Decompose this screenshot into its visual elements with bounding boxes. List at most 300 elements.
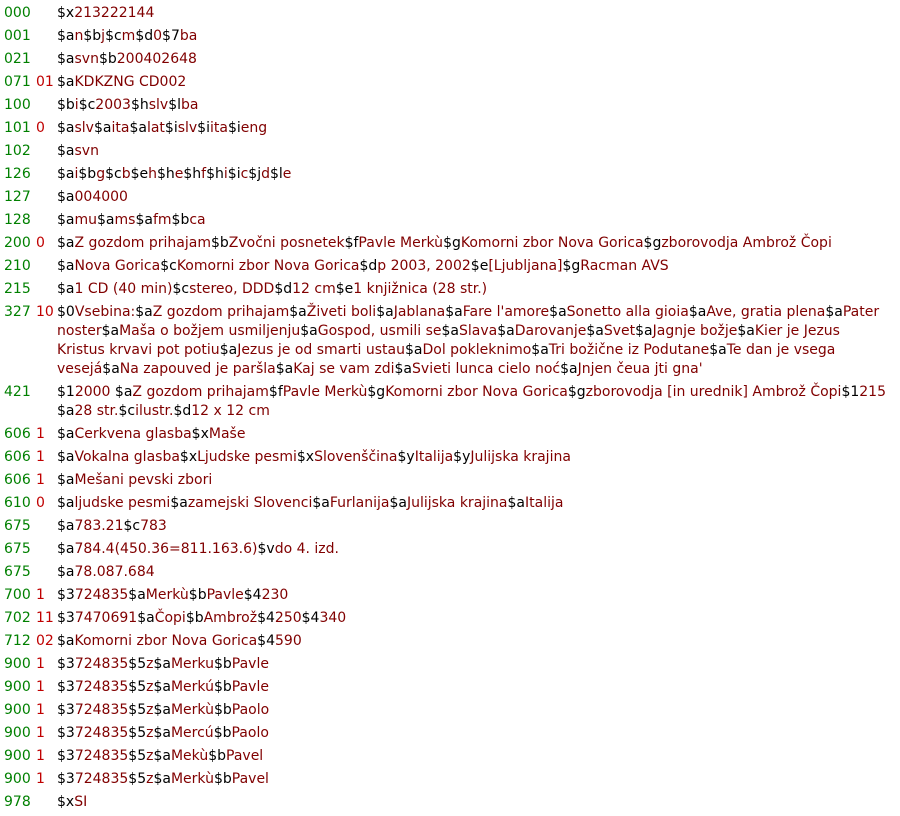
field-row bbox=[0, 188, 900, 211]
subfield-code: $1 bbox=[841, 384, 860, 400]
subfield-value: z bbox=[146, 748, 154, 764]
subfield-value: stereo, DDD bbox=[189, 281, 275, 297]
field-content bbox=[57, 609, 900, 628]
subfield-value: Racman AVS bbox=[580, 258, 669, 274]
field-tag: 100 bbox=[4, 97, 31, 113]
subfield-code: $b bbox=[213, 656, 232, 672]
field-indicator bbox=[36, 280, 57, 299]
subfield-code: $d bbox=[359, 258, 378, 274]
field-tag: 071 bbox=[4, 74, 31, 90]
subfield-value: Pavel bbox=[231, 771, 269, 787]
subfield-code: $a bbox=[825, 304, 843, 320]
subfield-code: $y bbox=[397, 449, 415, 465]
field-indicator: 10 bbox=[36, 304, 54, 320]
subfield-code: $5 bbox=[128, 748, 147, 764]
subfield-value: Sonetto alla gioia bbox=[566, 304, 689, 320]
subfield-value: 0 bbox=[153, 28, 163, 44]
subfield-code: $x bbox=[296, 449, 315, 465]
field-row bbox=[0, 448, 900, 471]
subfield-value: 28 str. bbox=[74, 403, 119, 419]
subfield-value: 78.087.684 bbox=[74, 564, 155, 580]
subfield-value: Pavle bbox=[231, 679, 269, 695]
subfield-code: $a bbox=[153, 702, 171, 718]
subfield-value: Zvočni posnetek bbox=[228, 235, 345, 251]
subfield-code: $a bbox=[153, 725, 171, 741]
subfield-code: $f bbox=[344, 235, 359, 251]
field-tag: 606 bbox=[4, 472, 31, 488]
subfield-value: Merkú bbox=[170, 679, 214, 695]
subfield-code: $g bbox=[367, 384, 386, 400]
field-row bbox=[0, 517, 900, 540]
subfield-code: $a bbox=[688, 304, 707, 320]
field-row bbox=[0, 234, 900, 257]
subfield-code: $4 bbox=[301, 610, 320, 626]
field-indicator: 1 bbox=[36, 771, 45, 787]
subfield-value: mu bbox=[74, 212, 98, 228]
subfield-value: Komorni zbor Nova Gorica bbox=[460, 235, 644, 251]
field-indicator: 1 bbox=[36, 587, 45, 603]
subfield-code: $a bbox=[57, 281, 75, 297]
field-row bbox=[0, 793, 900, 816]
field-tag: 606 bbox=[4, 426, 31, 442]
subfield-code: $a bbox=[153, 679, 171, 695]
subfield-value: Mešani pevski zbori bbox=[74, 472, 213, 488]
field-content bbox=[57, 96, 900, 115]
field-content bbox=[57, 793, 900, 812]
field-row bbox=[0, 701, 900, 724]
subfield-code: $a bbox=[560, 361, 578, 377]
field-content bbox=[57, 471, 900, 490]
field-row bbox=[0, 280, 900, 303]
subfield-code: $i bbox=[164, 120, 178, 136]
subfield-value: slv bbox=[148, 97, 169, 113]
subfield-value: m bbox=[121, 28, 136, 44]
field-content bbox=[57, 383, 900, 421]
subfield-code: $a bbox=[93, 120, 112, 136]
subfield-value: Čopi bbox=[154, 610, 186, 626]
subfield-value: SI bbox=[74, 794, 88, 810]
field-indicator: 1 bbox=[36, 656, 45, 672]
subfield-value: 724835 bbox=[74, 725, 129, 741]
subfield-code: $x bbox=[57, 5, 75, 21]
subfield-code: $5 bbox=[128, 656, 147, 672]
subfield-value: Italija bbox=[525, 495, 564, 511]
subfield-code: $b bbox=[98, 51, 117, 67]
subfield-value: b bbox=[121, 166, 131, 182]
subfield-code: $a bbox=[275, 361, 294, 377]
subfield-code: $x bbox=[191, 426, 209, 442]
field-indicator bbox=[36, 563, 57, 582]
subfield-value: Jagnje božje bbox=[652, 323, 738, 339]
subfield-value: Svieti lunca cielo noć bbox=[412, 361, 561, 377]
subfield-code: $g bbox=[443, 235, 461, 251]
subfield-value: [Ljubljana] bbox=[488, 258, 563, 274]
subfield-value: 724835 bbox=[74, 702, 129, 718]
subfield-code: $f bbox=[268, 384, 283, 400]
subfield-value: Jnjen čeua jti gna' bbox=[577, 361, 703, 377]
subfield-code: $a bbox=[57, 495, 75, 511]
field-content bbox=[57, 234, 900, 253]
subfield-code: $0 bbox=[57, 304, 75, 320]
subfield-value: Cerkvena glasba bbox=[74, 426, 192, 442]
subfield-value: ba bbox=[179, 28, 198, 44]
field-tag: 210 bbox=[4, 258, 31, 274]
subfield-code: $a bbox=[129, 120, 147, 136]
subfield-code: $a bbox=[57, 449, 75, 465]
subfield-value: 7470691 bbox=[74, 610, 138, 626]
subfield-value: h bbox=[148, 166, 157, 182]
subfield-value: Maša o božjem usmiljenju bbox=[119, 323, 301, 339]
subfield-code: $c bbox=[160, 258, 177, 274]
field-tag: 675 bbox=[4, 518, 31, 534]
field-content bbox=[57, 303, 900, 379]
field-row bbox=[0, 27, 900, 50]
subfield-code: $a bbox=[507, 495, 525, 511]
subfield-value: Komorni zbor Nova Gorica bbox=[176, 258, 360, 274]
subfield-code: $1 bbox=[57, 384, 75, 400]
field-indicator bbox=[36, 96, 57, 115]
subfield-code: $a bbox=[586, 323, 604, 339]
field-indicator: 1 bbox=[36, 702, 45, 718]
subfield-code: $b bbox=[210, 235, 229, 251]
field-row bbox=[0, 724, 900, 747]
subfield-value: 250 bbox=[274, 610, 302, 626]
subfield-code: $a bbox=[57, 166, 75, 182]
subfield-code: $a bbox=[57, 74, 75, 90]
subfield-value: Ambrož bbox=[203, 610, 258, 626]
subfield-code: $a bbox=[97, 212, 115, 228]
field-tag: 101 bbox=[4, 120, 31, 136]
subfield-value: Pavle Merkù bbox=[358, 235, 444, 251]
field-content bbox=[57, 448, 900, 467]
subfield-code: $a bbox=[57, 28, 75, 44]
field-tag: 978 bbox=[4, 794, 31, 810]
field-row bbox=[0, 96, 900, 119]
field-row bbox=[0, 586, 900, 609]
subfield-value: Jezus je od smarti ustau bbox=[237, 342, 405, 358]
field-tag: 700 bbox=[4, 587, 31, 603]
subfield-code: $b bbox=[83, 28, 102, 44]
field-tag: 327 bbox=[4, 304, 31, 320]
subfield-code: $b bbox=[213, 679, 232, 695]
subfield-value: Paolo bbox=[231, 725, 269, 741]
field-row bbox=[0, 678, 900, 701]
subfield-code: $y bbox=[453, 449, 471, 465]
subfield-code: $3 bbox=[57, 702, 75, 718]
subfield-value: Darovanje bbox=[514, 323, 587, 339]
subfield-value: z bbox=[146, 679, 154, 695]
subfield-value: Merkù bbox=[170, 771, 214, 787]
subfield-value: Mercú bbox=[170, 725, 214, 741]
field-indicator: 02 bbox=[36, 633, 54, 649]
subfield-value: i bbox=[74, 97, 79, 113]
subfield-value: Paolo bbox=[231, 702, 270, 718]
subfield-code: $3 bbox=[57, 587, 75, 603]
subfield-code: $a bbox=[300, 323, 318, 339]
field-indicator: 0 bbox=[36, 120, 45, 136]
field-indicator bbox=[36, 793, 57, 812]
subfield-value: Merkù bbox=[145, 587, 189, 603]
subfield-code: $a bbox=[737, 323, 755, 339]
subfield-value: 590 bbox=[275, 633, 302, 649]
subfield-code: $d bbox=[173, 403, 192, 419]
subfield-value: Na zapouved je paršla bbox=[119, 361, 276, 377]
subfield-value: 724835 bbox=[74, 656, 129, 672]
subfield-value: Svet bbox=[603, 323, 636, 339]
subfield-value: 215 bbox=[859, 384, 886, 400]
field-tag: 900 bbox=[4, 748, 31, 764]
subfield-code: $a bbox=[128, 587, 146, 603]
subfield-code: $a bbox=[289, 304, 307, 320]
subfield-code: $a bbox=[57, 143, 75, 159]
subfield-value: fm bbox=[152, 212, 172, 228]
subfield-code: $a bbox=[57, 258, 75, 274]
subfield-code: $b bbox=[208, 748, 227, 764]
subfield-value: ilustr. bbox=[135, 403, 174, 419]
field-row bbox=[0, 632, 900, 655]
field-content bbox=[57, 540, 900, 559]
subfield-value: 12 x 12 cm bbox=[191, 403, 270, 419]
field-row bbox=[0, 50, 900, 73]
field-content bbox=[57, 50, 900, 69]
field-row bbox=[0, 303, 900, 383]
field-indicator: 1 bbox=[36, 679, 45, 695]
field-indicator bbox=[36, 142, 57, 161]
field-row bbox=[0, 747, 900, 770]
subfield-value: 724835 bbox=[74, 771, 129, 787]
subfield-code: $b bbox=[185, 610, 204, 626]
subfield-code: $5 bbox=[128, 702, 147, 718]
subfield-code: $5 bbox=[128, 679, 147, 695]
field-tag: 900 bbox=[4, 656, 31, 672]
field-content bbox=[57, 211, 900, 230]
subfield-value: slv bbox=[74, 120, 94, 136]
subfield-code: $a bbox=[153, 656, 171, 672]
subfield-code: $b bbox=[213, 771, 232, 787]
field-indicator: 1 bbox=[36, 449, 45, 465]
subfield-code: $i bbox=[197, 120, 210, 136]
subfield-code: $h bbox=[183, 166, 202, 182]
subfield-value: i bbox=[74, 166, 79, 182]
subfield-value: Julijska krajina bbox=[470, 449, 571, 465]
field-indicator: 11 bbox=[36, 610, 54, 626]
field-row bbox=[0, 119, 900, 142]
subfield-value: j bbox=[101, 28, 106, 44]
subfield-value: Komorni zbor Nova Gorica bbox=[385, 384, 568, 400]
subfield-value: Fare l'amore bbox=[462, 304, 550, 320]
subfield-value: d bbox=[261, 166, 270, 182]
subfield-value: Slava bbox=[459, 323, 498, 339]
field-row bbox=[0, 655, 900, 678]
field-row bbox=[0, 383, 900, 425]
subfield-code: $c bbox=[105, 166, 122, 182]
subfield-value: e bbox=[174, 166, 184, 182]
field-content bbox=[57, 188, 900, 207]
field-content bbox=[57, 517, 900, 536]
subfield-code: $e bbox=[130, 166, 149, 182]
subfield-value: Slovenščina bbox=[314, 449, 398, 465]
field-row bbox=[0, 73, 900, 96]
subfield-value: 783 bbox=[140, 518, 167, 534]
subfield-code: $c bbox=[123, 518, 141, 534]
subfield-value: n bbox=[74, 28, 84, 44]
subfield-value: 2000 bbox=[74, 384, 115, 400]
subfield-code: $a bbox=[135, 304, 153, 320]
subfield-code: $b bbox=[188, 587, 207, 603]
subfield-code: $4 bbox=[257, 610, 275, 626]
subfield-value: 230 bbox=[261, 587, 289, 603]
subfield-value: 724835 bbox=[74, 748, 129, 764]
subfield-value: Pavle Merkù bbox=[282, 384, 368, 400]
field-tag: 900 bbox=[4, 702, 31, 718]
field-indicator: 1 bbox=[36, 426, 45, 442]
subfield-value: Pavle bbox=[231, 656, 269, 672]
subfield-code: $a bbox=[57, 51, 75, 67]
subfield-code: $a bbox=[441, 323, 459, 339]
field-row bbox=[0, 257, 900, 280]
subfield-value: 200402648 bbox=[116, 51, 197, 67]
subfield-value: c bbox=[240, 166, 249, 182]
subfield-code: $a bbox=[709, 342, 727, 358]
subfield-code: $d bbox=[135, 28, 154, 44]
subfield-code: $a bbox=[219, 342, 238, 358]
subfield-value: Te dan je vsega vesejá bbox=[57, 342, 836, 377]
subfield-value: eng bbox=[240, 120, 268, 136]
subfield-value: 213222144 bbox=[74, 5, 155, 21]
subfield-value: slv bbox=[177, 120, 198, 136]
subfield-value: ita bbox=[209, 120, 228, 136]
subfield-value: 12 cm bbox=[292, 281, 336, 297]
subfield-code: $a bbox=[137, 610, 155, 626]
subfield-value: svn bbox=[74, 51, 99, 67]
subfield-code: $c bbox=[78, 97, 96, 113]
field-indicator: 1 bbox=[36, 472, 45, 488]
field-tag: 001 bbox=[4, 28, 31, 44]
field-row bbox=[0, 471, 900, 494]
subfield-code: $e bbox=[470, 258, 489, 274]
subfield-value: 783.21 bbox=[74, 518, 124, 534]
subfield-code: $l bbox=[168, 97, 181, 113]
subfield-value: Nova Gorica bbox=[74, 258, 161, 274]
marc-record bbox=[0, 4, 900, 816]
subfield-value: 2003 bbox=[95, 97, 131, 113]
subfield-code: $a bbox=[57, 189, 75, 205]
field-tag: 021 bbox=[4, 51, 31, 67]
subfield-value: z bbox=[146, 656, 154, 672]
subfield-code: $d bbox=[274, 281, 293, 297]
subfield-value: 784.4(450.36=811.163.6) bbox=[74, 541, 258, 557]
subfield-code: $b bbox=[171, 212, 190, 228]
subfield-code: $l bbox=[269, 166, 283, 182]
subfield-code: $x bbox=[179, 449, 198, 465]
subfield-code: $b bbox=[213, 725, 232, 741]
field-content bbox=[57, 655, 900, 674]
subfield-value: Pater noster bbox=[57, 304, 880, 339]
subfield-value: ita bbox=[111, 120, 130, 136]
subfield-value: KDKZNG CD002 bbox=[74, 74, 187, 90]
field-indicator bbox=[36, 27, 57, 46]
subfield-code: $b bbox=[213, 702, 232, 718]
subfield-code: $v bbox=[257, 541, 275, 557]
subfield-value: Pavel bbox=[226, 748, 264, 764]
subfield-code: $h bbox=[130, 97, 149, 113]
subfield-code: $g bbox=[567, 384, 586, 400]
field-indicator bbox=[36, 540, 57, 559]
field-content bbox=[57, 724, 900, 743]
subfield-code: $a bbox=[170, 495, 188, 511]
subfield-value: Ljudske pesmi bbox=[197, 449, 297, 465]
field-content bbox=[57, 119, 900, 138]
field-indicator: 0 bbox=[36, 495, 45, 511]
subfield-code: $3 bbox=[57, 748, 75, 764]
subfield-code: $a bbox=[549, 304, 567, 320]
subfield-value: Kaj se vam zdi bbox=[293, 361, 395, 377]
field-content bbox=[57, 701, 900, 720]
field-indicator bbox=[36, 257, 57, 276]
subfield-code: $a bbox=[57, 235, 75, 251]
subfield-code: $h bbox=[156, 166, 175, 182]
subfield-code: $g bbox=[562, 258, 581, 274]
field-indicator: 0 bbox=[36, 235, 45, 251]
field-tag: 126 bbox=[4, 166, 31, 182]
field-content bbox=[57, 770, 900, 789]
field-row bbox=[0, 165, 900, 188]
subfield-code: $a bbox=[57, 120, 75, 136]
field-content bbox=[57, 280, 900, 299]
subfield-value: g bbox=[96, 166, 106, 182]
subfield-code: $c bbox=[118, 403, 136, 419]
subfield-code: $a bbox=[135, 212, 153, 228]
subfield-code: $3 bbox=[57, 771, 75, 787]
subfield-value: Italija bbox=[414, 449, 454, 465]
subfield-code: $3 bbox=[57, 610, 75, 626]
subfield-code: $a bbox=[153, 771, 171, 787]
subfield-code: $a bbox=[531, 342, 549, 358]
field-row bbox=[0, 425, 900, 448]
subfield-value: f bbox=[201, 166, 207, 182]
field-content bbox=[57, 257, 900, 276]
subfield-code: $a bbox=[101, 323, 120, 339]
subfield-code: $a bbox=[635, 323, 653, 339]
field-tag: 900 bbox=[4, 679, 31, 695]
subfield-value: Vsebina: bbox=[74, 304, 136, 320]
subfield-value: zborovodja Ambrož Čopi bbox=[661, 235, 832, 251]
subfield-code: $4 bbox=[243, 587, 262, 603]
subfield-code: $a bbox=[57, 518, 75, 534]
subfield-code: $a bbox=[57, 541, 75, 557]
subfield-value: z bbox=[146, 771, 154, 787]
subfield-value: Merku bbox=[170, 656, 214, 672]
subfield-value: Ave, gratia plena bbox=[706, 304, 826, 320]
subfield-code: $a bbox=[57, 633, 75, 649]
field-content bbox=[57, 678, 900, 697]
subfield-value: p 2003, 2002 bbox=[377, 258, 471, 274]
subfield-value: z bbox=[146, 702, 154, 718]
field-tag: 127 bbox=[4, 189, 31, 205]
field-indicator bbox=[36, 4, 57, 23]
subfield-value: Jablana bbox=[393, 304, 446, 320]
field-indicator bbox=[36, 517, 57, 536]
field-row bbox=[0, 211, 900, 234]
subfield-value: Furlanija bbox=[329, 495, 390, 511]
field-tag: 102 bbox=[4, 143, 31, 159]
subfield-code: $x bbox=[57, 794, 75, 810]
subfield-code: $a bbox=[57, 426, 75, 442]
field-tag: 000 bbox=[4, 5, 31, 21]
subfield-value: ca bbox=[189, 212, 206, 228]
subfield-value: ljudske pesmi bbox=[74, 495, 171, 511]
subfield-value: Maše bbox=[208, 426, 246, 442]
